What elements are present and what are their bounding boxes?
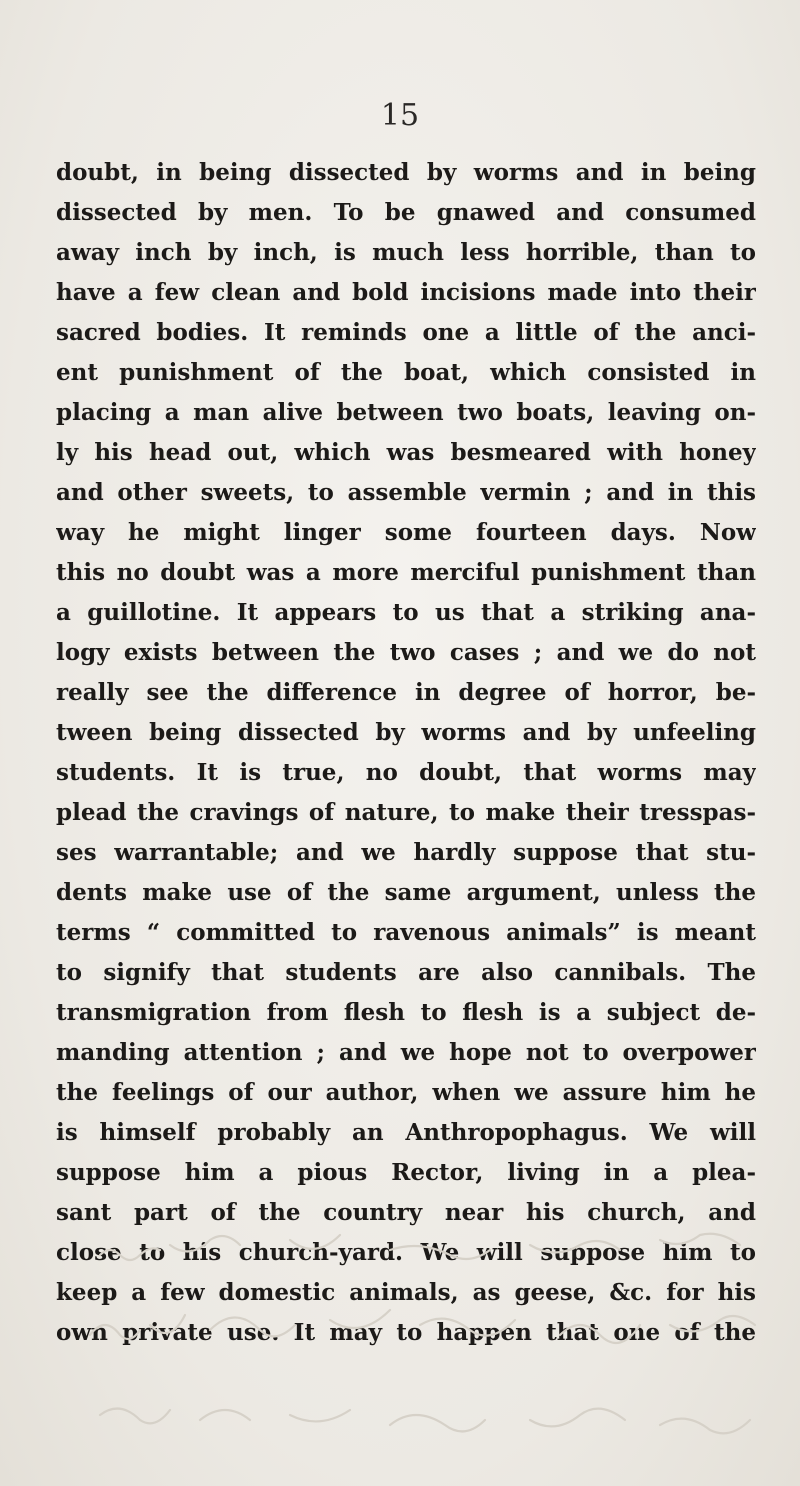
- text-line: terms “ committed to ravenous animals” is meant: [56, 919, 756, 946]
- text-line: is himself probably an Anthropophagus. We will: [56, 1119, 756, 1146]
- text-line: logy exists between the two cases ; and we do not: [56, 639, 756, 666]
- text-line: sant part of the country near his church, and: [56, 1199, 756, 1226]
- text-line: ent punishment of the boat, which consisted in: [56, 359, 756, 386]
- text-line: suppose him a pious Rector, living in a plea-: [56, 1159, 756, 1186]
- page-number: 15: [380, 98, 420, 133]
- text-line: a guillotine. It appears to us that a striking ana-: [56, 599, 756, 626]
- text-line: plead the cravings of nature, to make their tresspas-: [56, 799, 756, 826]
- text-line: students. It is true, no doubt, that worms may: [56, 759, 756, 786]
- text-line: way he might linger some fourteen days. Now: [56, 519, 756, 546]
- text-line: transmigration from flesh to flesh is a subject de-: [56, 999, 756, 1026]
- text-line: dents make use of the same argument, unless the: [56, 879, 756, 906]
- text-line: away inch by inch, is much less horrible, than to: [56, 239, 756, 266]
- text-line: to signify that students are also cannibals. The: [56, 959, 756, 986]
- text-line: doubt, in being dissected by worms and in being: [56, 159, 756, 186]
- text-line: and other sweets, to assemble vermin ; and in this: [56, 479, 756, 506]
- text-line: dissected by men. To be gnawed and consumed: [56, 199, 756, 226]
- text-line: placing a man alive between two boats, leaving on-: [56, 399, 756, 426]
- text-line: keep a few domestic animals, as geese, &c. for his: [56, 1279, 756, 1306]
- text-line: ses warrantable; and we hardly suppose that stu-: [56, 839, 756, 866]
- text-line: close to his church-yard. We will suppose him to: [56, 1239, 756, 1266]
- text-line: this no doubt was a more merciful punishment than: [56, 559, 756, 586]
- text-line: sacred bodies. It reminds one a little of the anci-: [56, 319, 756, 346]
- text-line: have a few clean and bold incisions made into their: [56, 279, 756, 306]
- text-line: manding attention ; and we hope not to overpower: [56, 1039, 756, 1066]
- text-line: ly his head out, which was besmeared with honey: [56, 439, 756, 466]
- body-text: [56, 153, 756, 1353]
- text-line: really see the difference in degree of horror, be-: [56, 679, 756, 706]
- text-line: own private use. It may to happen that one of the: [56, 1319, 756, 1346]
- text-line: tween being dissected by worms and by unfeeling: [56, 719, 756, 746]
- text-line: the feelings of our author, when we assure him he: [56, 1079, 756, 1106]
- bleed-through-smudges: [60, 1215, 800, 1475]
